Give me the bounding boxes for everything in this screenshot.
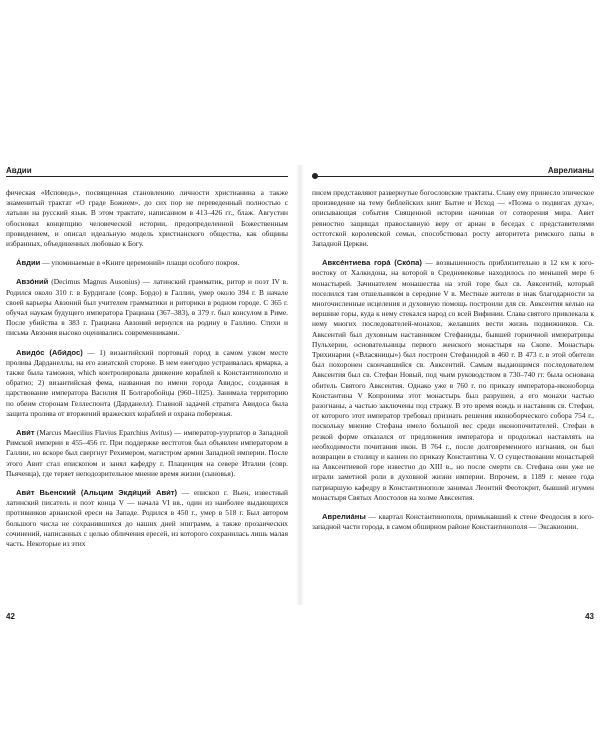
entry-text: (Decimus Magnus Ausonius) — латинский грамматик, ритор и поэт IV в. Родился около 310 г. в Бурдигале (совр. Бордо) в Галлии, умер около 394 г. В начале своей карьеры Авзоний был учителем грамматики и риторики в родном городе. С 365 г. обучал наукам будущего императора Грациана (367–383), в 379 г. был консулом в Риме. После убийства в 383 г. Грациана Авзоний вернулся на родину в Галлию. Стихи и письма Авзония высоко оценивались современниками. [6, 277, 288, 338]
left-running-head [6, 165, 288, 179]
book-gutter [296, 165, 304, 605]
left-running-head-text: Авдии [6, 166, 32, 175]
entry-paragraph [6, 277, 288, 338]
entry-paragraph [312, 512, 594, 532]
entry-paragraph [6, 488, 288, 549]
entry-paragraph: фическая «Исповедь», посвященная становлению личности христианина а также знаменитый трактат «О граде Божием», до сих пор не переведенный полностью с латыни на русский язык. В этом трактате, написанном в 413–426 гг., блаж. Августин обосновал концепцию человеческой истории, предопределенной Божественным провидением, и описал идеальную модель христианского общества, как общины избранных, объединенных любовью к Богу. [6, 188, 288, 249]
entry-paragraph [6, 428, 288, 479]
entry-text: — квартал Константинополя, примыкавший к стене Феодосия в юго-западной части города, в самом обширном районе Константинополя — Эксакионии. [312, 512, 594, 532]
entry-paragraph: писем представляют развернутые богословские трактаты. Славу ему принесло эпическое произведение на тему библейских книг Бытие и Исход — «Поэма о подвигах духа», описывающая события Священной истории начиная от сотворения мира. Авит ревностно защищал православную веру от ариан в беседах с представителями остготской королевской семьи, способствовал росту авторитета римского папы в Западной Церкви. [312, 188, 594, 249]
left-head-rule [6, 176, 288, 177]
entry-headword: Ави́т [16, 428, 35, 438]
entry-text: (Marcus Maecilius Flavius Eparchius Avitus) — император-узурпатор в Западной Римской империи в 455–456 гг. При поддержке вестготов был объявлен императором в Галлии, но вскоре был свергнут Рехимером, магистром армии Западной империи. После этого Авит стал епископом и занял кафедру г. Плаценция на севере Италии (совр. Пьяченца), где теряет неподозрительное мнение время жизни (сыновья). [6, 428, 288, 478]
book-spread [6, 165, 594, 605]
right-page [312, 165, 594, 605]
right-page-number: 43 [585, 612, 594, 621]
entry-headword: Авидо́с (Аби́дос) [16, 347, 83, 357]
entry-text: — упоминаемые в «Книге церемоний» плащи особого покроя. [40, 258, 240, 268]
entry-headword: Ави́т Вьенский (Альцим Экди́ций Ави́т) [16, 488, 178, 498]
entry-text: — возвышенность приблизительно в 12 км к юго-востоку от Халкидона, на которой в Средневековье находилось по меньшей мере 6 монастырей. Зачинателем монашества на этой горе был св. Авксентий, который поселился там отшельником в середине V в. Местные жители в знак благодарности за многочисленные исцеления и духовную помощь построили для св. Авксентия келью на вершине горы, куда к нему стекался народ со всей Вифинии. Слава святого привлекала к нему многих последователей-монахов, желавших вести жизнь подвижников. Св. Авксентий был духовным наставником Стефаниды, бывшей горничной императрицы Пульхерии, основательницы первого женского монастыря на Скопе. Монастырь Трихинарии («Власяницы») был построен Стефанидой в 460 г. В 473 г. в этой обители был похоронен скончавшийся св. Авксентий. Самым выдающимся последователем Авксентия был св. Стефан Новый, под чьим руководством в 730–740 гг. была основана обитель Святого Авксентия. Однако уже в 760 г. по приказу императора-иконоборца Константина V Копронима этот монастырь был разрушен, а его монахи частью разогнаны, а частью заключены под стражу. В это время вождь и наставник св. Стефан, от которого этот император требовал признать решения иконоборческого собора 754 г., поскольку мнение Стефана имело большой вес среди иконопочитателей. Стефан в резкой форме отказался от предложения императора и продолжал наставлять на необходимости почитания икон. В 764 г., после долговременного изгнания, он был возвращен в столицу и казнен по приказу Константина V. О существовании монастырей на Авксентиевой горе известно до XIII в., но после смерти св. Стефана они уже не играли заметной роли в духовной жизни империи. Впрочем, в 1189 г. менее года патриаршую кафедру в Константинополе занимал Леонтий Феотокрит, бывший игумен монастыря Святых Апостолов на холме Авксентия. [312, 258, 594, 502]
right-head-rule [312, 176, 594, 177]
left-page-text [6, 188, 288, 549]
right-running-head-text: Аврелианы [547, 166, 594, 175]
entry-headword: Аврелиа́ны [322, 512, 366, 522]
left-page-number: 42 [6, 612, 15, 621]
right-running-head [312, 165, 594, 179]
entry-paragraph [6, 348, 288, 419]
left-page [6, 165, 288, 605]
entry-paragraph [6, 258, 288, 268]
entry-headword: А́вдии [16, 258, 41, 268]
entry-text: — 1) византийский портовый город в самом узком месте пролива Дарданеллы, на его азиатской стороне. В нем ежегодно устраивалась ярмарка, а также была таможня, which контролировала движение кораблей к Константинополю и обратно; 2) византийская фема, названная по имени города Авидос, созданная в царствование императора Василия II Болгаробойцы (960–1025). Занимала территорию по обеим сторонам Геллеспонта (Дарданелл). Главной задачей стратига Авидоса была защита пролива от вторжений вражеских кораблей и охрана побережья. [6, 347, 288, 418]
right-page-text [312, 188, 594, 533]
entry-headword: Авксе́нтиева гора́ (Ско́па) [322, 258, 422, 268]
entry-paragraph [312, 258, 594, 503]
entry-text: — епископ г. Вьен, известный латинский писатель и поэт конца V — начала VI вв., один из наиболее выдающихся противников арианской ереси на Западе. Родился в 450 г., умер в 518 г. Был автором большого числа не сохранившихся до наших дней эпиграмм, а также прозаических сочинений, написанных с целью обличения ересей, из которого сохранилась лишь малая часть. Некоторые из этих [6, 488, 288, 549]
entry-headword: Авзо́ний [16, 277, 49, 287]
